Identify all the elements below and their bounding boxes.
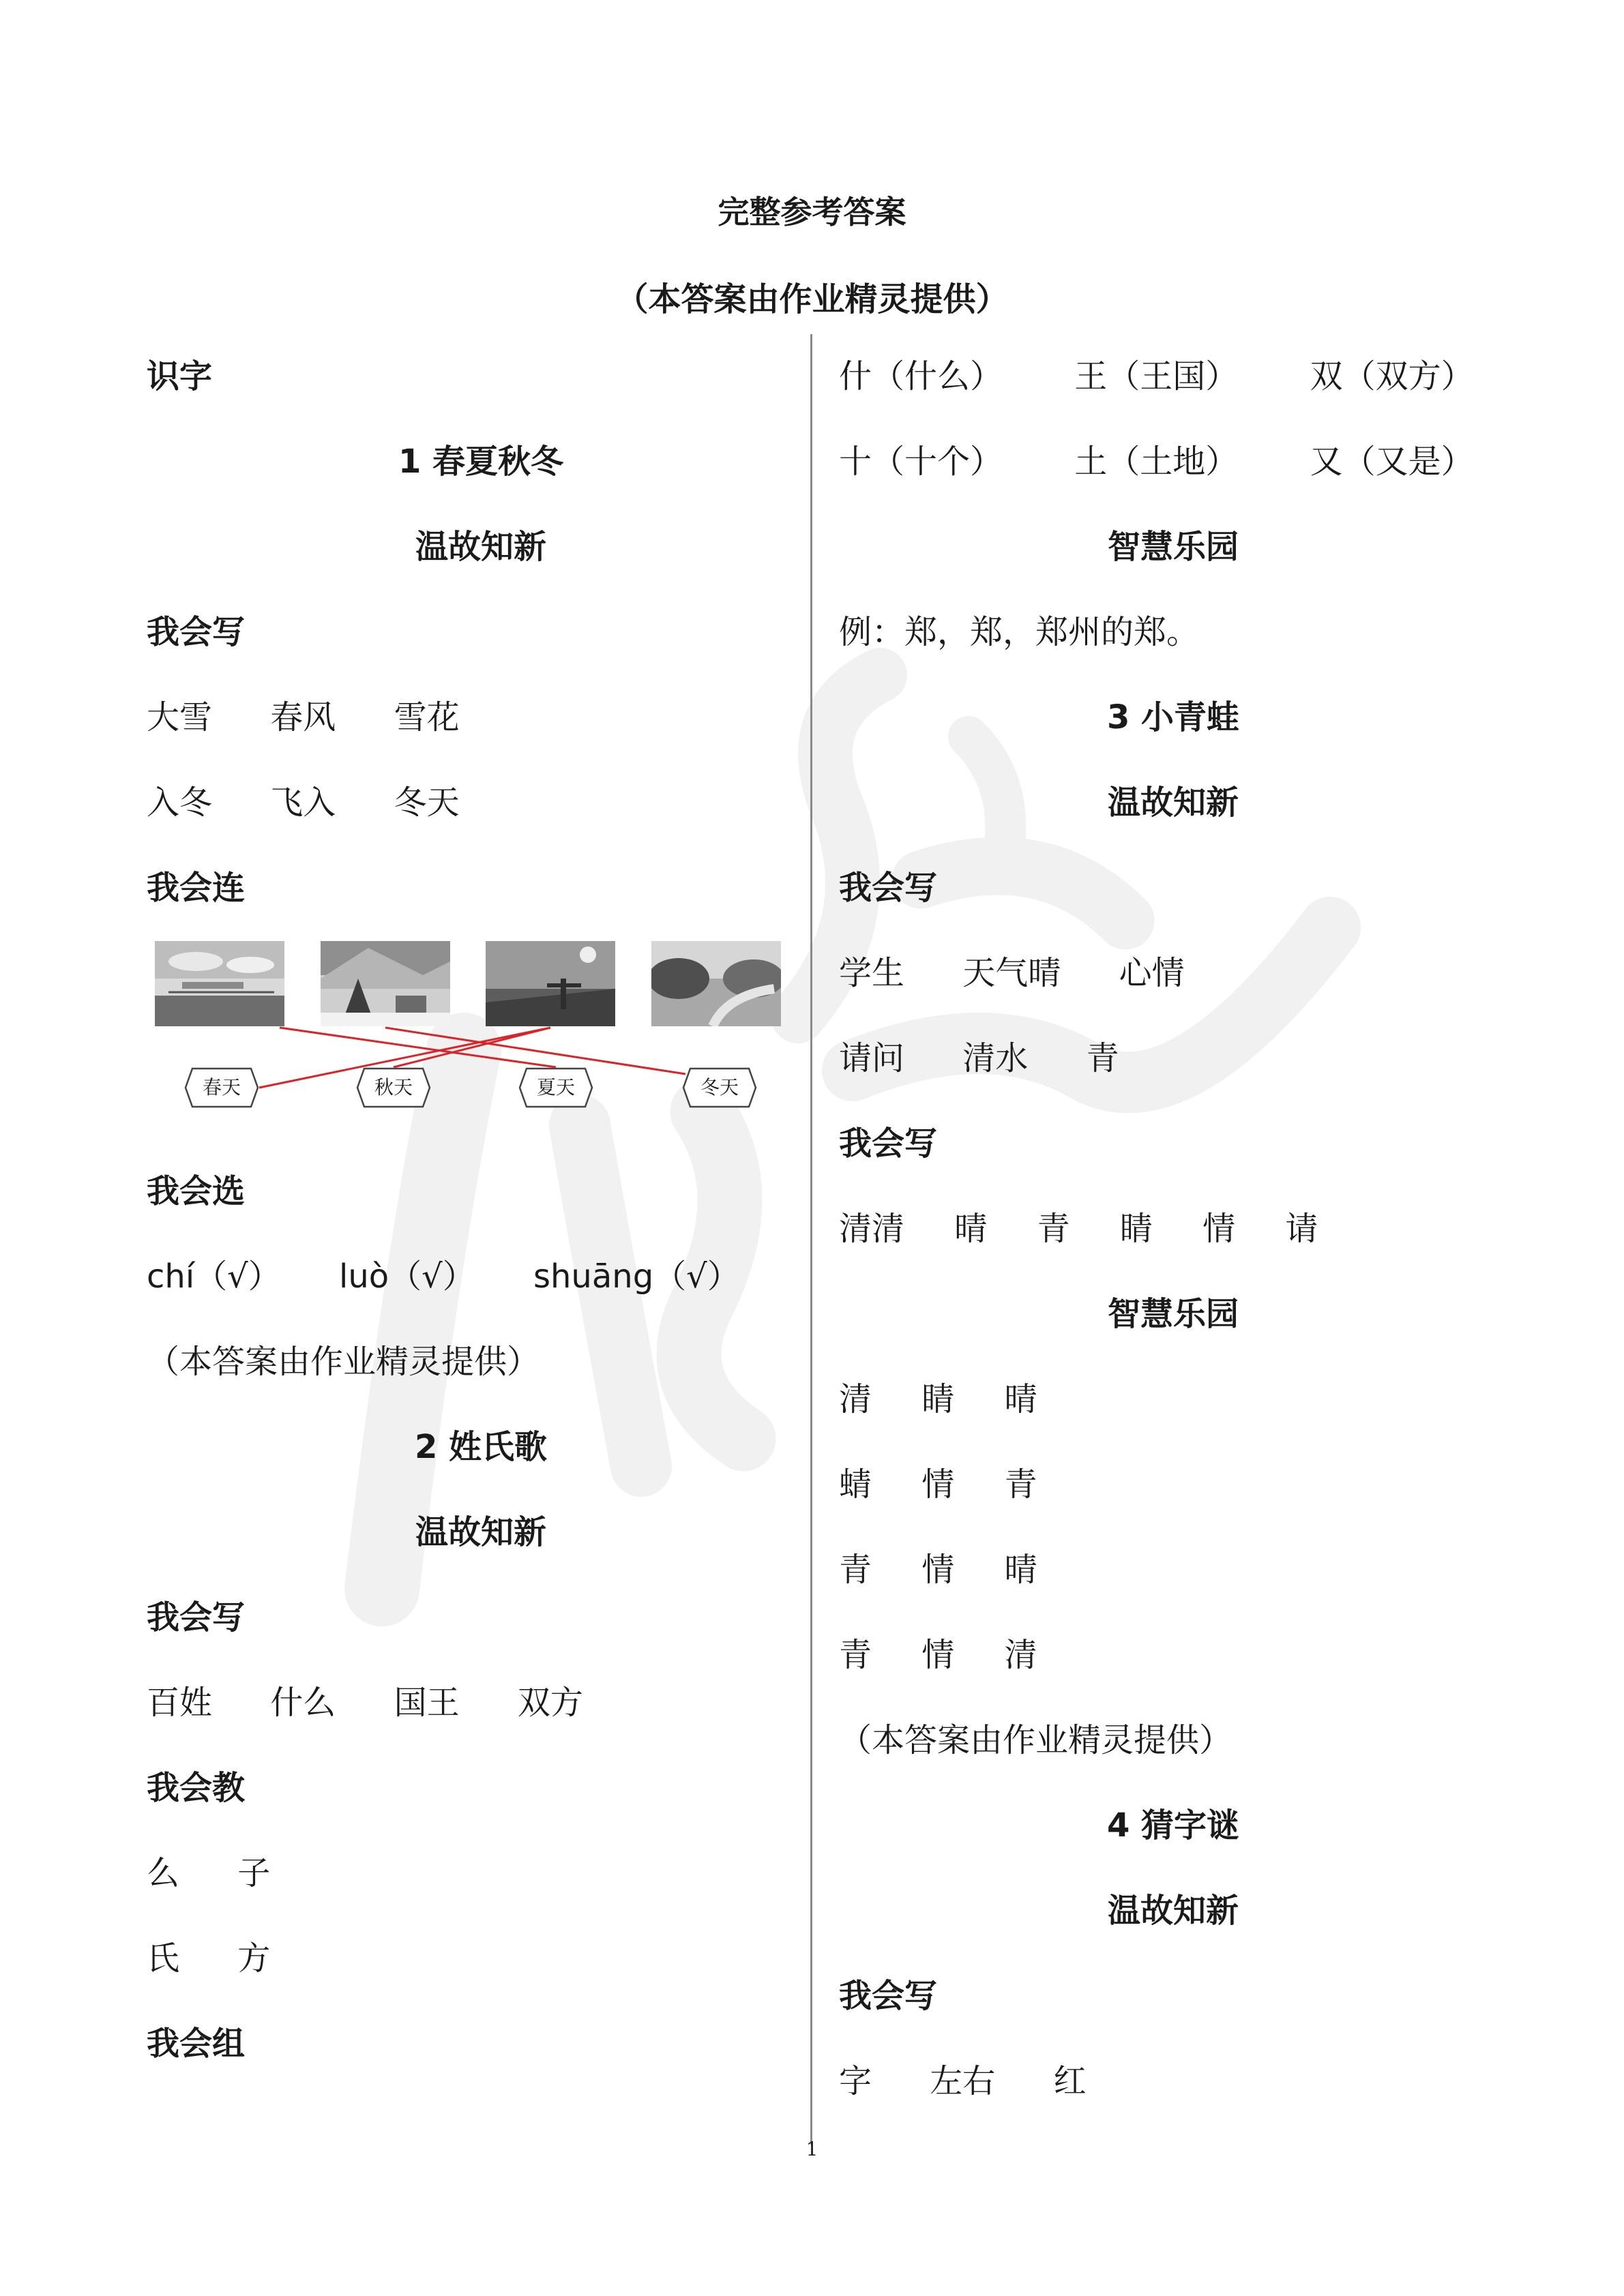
answer-item: 土（土地） xyxy=(1074,443,1239,481)
answer-row xyxy=(839,334,1507,419)
answer-row xyxy=(839,1527,1507,1613)
answer-item: 春风 xyxy=(270,698,336,736)
answer-item: 大雪 xyxy=(147,698,213,736)
answer-item: 青 xyxy=(1004,1465,1037,1504)
answer-row xyxy=(147,1660,815,1746)
answer-item: 冬天 xyxy=(394,784,460,822)
answer-item: 睛 xyxy=(921,1380,955,1418)
answer-item: 睛 xyxy=(1119,1210,1153,1248)
answer-item: 青 xyxy=(839,1551,872,1589)
answer-item: 清水 xyxy=(962,1039,1029,1077)
write-heading: 我会写 xyxy=(147,1598,246,1637)
wisdom-heading: 智慧乐园 xyxy=(1107,1295,1239,1333)
answer-item: 字 xyxy=(839,2062,872,2100)
answer-item: 晴 xyxy=(1004,1551,1037,1589)
answer-row xyxy=(147,675,815,760)
answer-row xyxy=(147,760,815,846)
answer-item: luò（√） xyxy=(339,1257,475,1296)
answer-item: 天气晴 xyxy=(962,954,1061,992)
answer-item: 氏 xyxy=(147,1939,180,1978)
answer-row xyxy=(839,1613,1507,1698)
review-heading: 温故知新 xyxy=(1107,784,1239,822)
write-heading: 我会写 xyxy=(147,613,246,651)
label-winter: 冬天 xyxy=(700,1076,739,1099)
answer-item: 雪花 xyxy=(394,698,460,736)
answer-item: 什么 xyxy=(270,1684,336,1722)
label-summer: 夏天 xyxy=(536,1076,575,1099)
answer-row xyxy=(147,1234,815,1320)
lesson-title: 4 猜字谜 xyxy=(1106,1806,1240,1845)
answer-row xyxy=(839,1016,1507,1101)
answer-item: 青 xyxy=(839,1636,872,1674)
matching-lines xyxy=(147,931,801,1142)
answer-item: 晴 xyxy=(1004,1380,1037,1418)
group-heading: 我会组 xyxy=(147,2025,246,2063)
teach-heading: 我会教 xyxy=(147,1769,246,1807)
answer-row xyxy=(839,1187,1507,1272)
lesson-title: 2 姓氏歌 xyxy=(414,1428,548,1466)
answer-row xyxy=(147,1916,815,2001)
answer-item: 飞入 xyxy=(270,784,336,822)
answer-item: 百姓 xyxy=(147,1684,213,1722)
answer-item: 又（又是） xyxy=(1310,443,1474,481)
answer-row xyxy=(147,1831,815,1916)
answer-item: 情 xyxy=(921,1636,955,1674)
answer-item: 王（王国） xyxy=(1074,357,1239,396)
answer-item: 情 xyxy=(1202,1210,1236,1248)
answer-item: 清清 xyxy=(839,1210,905,1248)
label-autumn: 秋天 xyxy=(374,1076,413,1099)
answer-item: 请 xyxy=(1285,1210,1318,1248)
answer-item: 双方 xyxy=(517,1684,583,1722)
page-title: 完整参考答案 xyxy=(718,194,906,230)
label-spring: 春天 xyxy=(202,1076,241,1099)
answer-item: 红 xyxy=(1053,2062,1087,2100)
answer-item: 情 xyxy=(921,1465,955,1504)
lesson-title: 1 春夏秋冬 xyxy=(398,443,564,481)
answer-item: 蜻 xyxy=(839,1465,872,1504)
line-winter xyxy=(385,1028,685,1074)
lesson-title: 3 小青蛙 xyxy=(1106,698,1240,736)
section-heading: 识字 xyxy=(147,357,213,396)
write-heading: 我会写 xyxy=(839,1124,938,1163)
answer-item: 青 xyxy=(1037,1210,1070,1248)
answer-row xyxy=(839,2039,1507,2124)
page-subtitle: （本答案由作业精灵提供） xyxy=(615,280,1009,318)
answer-item: 晴 xyxy=(954,1210,988,1248)
left-column xyxy=(147,334,815,2087)
review-heading: 温故知新 xyxy=(415,528,546,566)
review-heading: 温故知新 xyxy=(1107,1892,1239,1930)
answer-item: 清 xyxy=(839,1380,872,1418)
answer-item: 国王 xyxy=(394,1684,460,1722)
answer-item: 清 xyxy=(1004,1636,1037,1674)
answer-item: 么 xyxy=(147,1854,180,1892)
write-heading: 我会写 xyxy=(839,869,938,907)
answer-item: 青 xyxy=(1086,1039,1119,1077)
review-heading: 温故知新 xyxy=(415,1513,546,1551)
answer-row xyxy=(839,1357,1507,1442)
answer-item: chí（√） xyxy=(147,1257,281,1296)
answer-item: 学生 xyxy=(839,954,905,992)
answer-item: 十（十个） xyxy=(839,443,1003,481)
choose-heading: 我会选 xyxy=(147,1172,246,1210)
answer-item: 方 xyxy=(237,1939,271,1978)
answer-item: 左右 xyxy=(930,2062,996,2100)
page-number: 1 xyxy=(806,2138,818,2160)
answer-row xyxy=(839,419,1507,505)
answer-item: 入冬 xyxy=(147,784,213,822)
connect-heading: 我会连 xyxy=(147,869,246,907)
example-answer: 例：郑，郑，郑州的郑。 xyxy=(839,613,1200,651)
answer-item: 心情 xyxy=(1119,954,1185,992)
write-heading: 我会写 xyxy=(839,1977,938,2015)
answer-row xyxy=(839,931,1507,1016)
answer-item: shuāng（√） xyxy=(533,1257,740,1296)
wisdom-heading: 智慧乐园 xyxy=(1107,528,1239,566)
credit-note: （本答案由作业精灵提供） xyxy=(147,1343,540,1381)
line-spring xyxy=(259,1028,550,1088)
answer-item: 双（双方） xyxy=(1310,357,1474,396)
answer-item: 请问 xyxy=(839,1039,905,1077)
season-matching-figure xyxy=(147,931,815,1142)
answer-item: 情 xyxy=(921,1551,955,1589)
credit-note: （本答案由作业精灵提供） xyxy=(839,1721,1232,1759)
answer-item: 什（什么） xyxy=(839,357,1003,396)
answer-row xyxy=(839,1442,1507,1527)
answer-item: 子 xyxy=(237,1854,271,1892)
right-column xyxy=(839,334,1507,2124)
